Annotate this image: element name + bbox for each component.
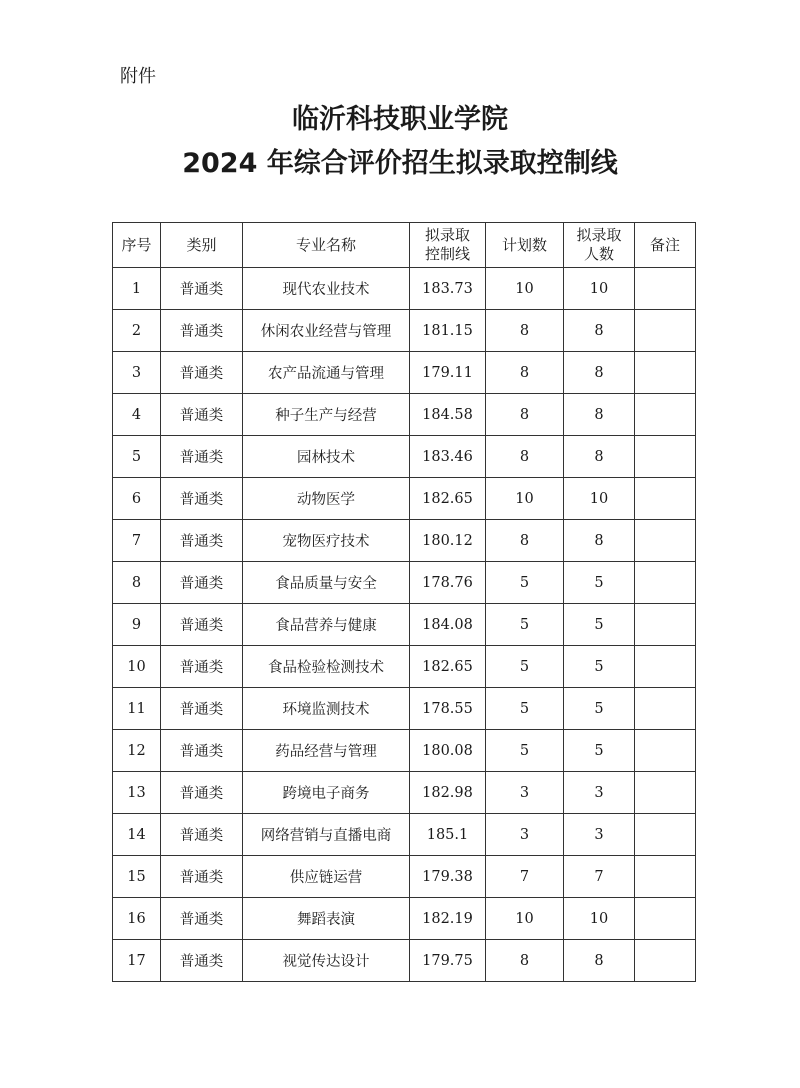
cell-remark <box>635 520 696 562</box>
cell-category: 普通类 <box>161 394 243 436</box>
cell-remark <box>635 772 696 814</box>
cell-plan: 8 <box>486 352 564 394</box>
cell-remark <box>635 940 696 982</box>
cell-plan: 7 <box>486 856 564 898</box>
cell-admitted: 5 <box>564 562 635 604</box>
table-row <box>113 604 696 646</box>
cell-seq: 8 <box>113 562 161 604</box>
cell-admitted: 3 <box>564 814 635 856</box>
cell-admitted: 5 <box>564 730 635 772</box>
table-row <box>113 940 696 982</box>
cell-plan: 3 <box>486 814 564 856</box>
cell-remark <box>635 898 696 940</box>
cell-remark <box>635 310 696 352</box>
cell-admitted: 5 <box>564 646 635 688</box>
cell-remark <box>635 688 696 730</box>
cell-seq: 11 <box>113 688 161 730</box>
cell-remark <box>635 814 696 856</box>
header-remark: 备注 <box>635 223 696 268</box>
cell-score: 178.55 <box>410 688 486 730</box>
cell-score: 182.98 <box>410 772 486 814</box>
cell-score: 180.12 <box>410 520 486 562</box>
cell-major: 食品营养与健康 <box>243 604 410 646</box>
cell-major: 农产品流通与管理 <box>243 352 410 394</box>
cell-category: 普通类 <box>161 310 243 352</box>
cell-remark <box>635 562 696 604</box>
cell-major: 种子生产与经营 <box>243 394 410 436</box>
cell-score: 179.11 <box>410 352 486 394</box>
cell-plan: 10 <box>486 898 564 940</box>
cell-score: 182.19 <box>410 898 486 940</box>
table-row <box>113 352 696 394</box>
header-major: 专业名称 <box>243 223 410 268</box>
cell-seq: 14 <box>113 814 161 856</box>
cell-admitted: 10 <box>564 898 635 940</box>
cell-admitted: 3 <box>564 772 635 814</box>
cell-seq: 13 <box>113 772 161 814</box>
table-row <box>113 772 696 814</box>
cell-score: 184.58 <box>410 394 486 436</box>
cell-category: 普通类 <box>161 268 243 310</box>
cell-major: 现代农业技术 <box>243 268 410 310</box>
document-subtitle: 2024 年综合评价招生拟录取控制线 <box>182 148 618 179</box>
cell-major: 跨境电子商务 <box>243 772 410 814</box>
cell-plan: 8 <box>486 436 564 478</box>
cell-remark <box>635 730 696 772</box>
cell-admitted: 8 <box>564 940 635 982</box>
cell-category: 普通类 <box>161 436 243 478</box>
table-row <box>113 856 696 898</box>
cell-admitted: 8 <box>564 394 635 436</box>
cell-score: 184.08 <box>410 604 486 646</box>
cell-plan: 10 <box>486 268 564 310</box>
cell-category: 普通类 <box>161 814 243 856</box>
header-control-line-line1: 拟录取 <box>424 226 470 244</box>
cell-major: 动物医学 <box>243 478 410 520</box>
cell-remark <box>635 394 696 436</box>
table-row <box>113 520 696 562</box>
cell-score: 179.75 <box>410 940 486 982</box>
cell-seq: 9 <box>113 604 161 646</box>
cell-plan: 5 <box>486 730 564 772</box>
table-row <box>113 814 696 856</box>
cell-score: 183.73 <box>410 268 486 310</box>
cell-category: 普通类 <box>161 688 243 730</box>
cell-score: 182.65 <box>410 478 486 520</box>
cell-category: 普通类 <box>161 604 243 646</box>
cell-major: 园林技术 <box>243 436 410 478</box>
cell-admitted: 8 <box>564 352 635 394</box>
cell-seq: 2 <box>113 310 161 352</box>
cell-major: 视觉传达设计 <box>243 940 410 982</box>
header-admitted-line1: 拟录取 <box>576 226 622 244</box>
cell-admitted: 10 <box>564 268 635 310</box>
cell-category: 普通类 <box>161 730 243 772</box>
cell-admitted: 8 <box>564 436 635 478</box>
cell-category: 普通类 <box>161 772 243 814</box>
cell-score: 179.38 <box>410 856 486 898</box>
cell-remark <box>635 436 696 478</box>
cell-seq: 15 <box>113 856 161 898</box>
header-control-line-line2: 控制线 <box>424 245 470 263</box>
document-title: 临沂科技职业学院 <box>292 104 508 135</box>
cell-remark <box>635 268 696 310</box>
header-control-line <box>410 223 486 268</box>
cell-remark <box>635 646 696 688</box>
cell-admitted: 8 <box>564 310 635 352</box>
cell-category: 普通类 <box>161 478 243 520</box>
cell-plan: 5 <box>486 688 564 730</box>
cell-plan: 8 <box>486 520 564 562</box>
header-plan: 计划数 <box>486 223 564 268</box>
table-row <box>113 436 696 478</box>
cell-category: 普通类 <box>161 856 243 898</box>
cell-admitted: 8 <box>564 520 635 562</box>
cell-seq: 7 <box>113 520 161 562</box>
table-header-row <box>113 223 696 268</box>
cell-major: 食品质量与安全 <box>243 562 410 604</box>
cell-major: 宠物医疗技术 <box>243 520 410 562</box>
cell-seq: 4 <box>113 394 161 436</box>
cell-score: 181.15 <box>410 310 486 352</box>
cell-major: 食品检验检测技术 <box>243 646 410 688</box>
cell-seq: 5 <box>113 436 161 478</box>
table-row <box>113 310 696 352</box>
header-admitted <box>564 223 635 268</box>
cell-plan: 8 <box>486 940 564 982</box>
table-row <box>113 646 696 688</box>
cell-score: 180.08 <box>410 730 486 772</box>
cell-major: 网络营销与直播电商 <box>243 814 410 856</box>
cell-category: 普通类 <box>161 520 243 562</box>
cell-remark <box>635 856 696 898</box>
cell-admitted: 5 <box>564 604 635 646</box>
cell-plan: 3 <box>486 772 564 814</box>
admission-control-line-table <box>112 222 696 982</box>
cell-major: 药品经营与管理 <box>243 730 410 772</box>
cell-score: 182.65 <box>410 646 486 688</box>
table-row <box>113 898 696 940</box>
table-row <box>113 562 696 604</box>
cell-score: 183.46 <box>410 436 486 478</box>
cell-remark <box>635 352 696 394</box>
table-row <box>113 394 696 436</box>
cell-seq: 6 <box>113 478 161 520</box>
cell-seq: 16 <box>113 898 161 940</box>
cell-plan: 5 <box>486 604 564 646</box>
table-row <box>113 478 696 520</box>
table-row <box>113 268 696 310</box>
cell-major: 舞蹈表演 <box>243 898 410 940</box>
cell-seq: 12 <box>113 730 161 772</box>
cell-seq: 3 <box>113 352 161 394</box>
cell-category: 普通类 <box>161 352 243 394</box>
header-admitted-line2: 人数 <box>583 245 614 263</box>
cell-seq: 10 <box>113 646 161 688</box>
header-seq: 序号 <box>113 223 161 268</box>
header-category: 类别 <box>161 223 243 268</box>
table-row <box>113 688 696 730</box>
cell-score: 178.76 <box>410 562 486 604</box>
cell-remark <box>635 604 696 646</box>
table-row <box>113 730 696 772</box>
cell-category: 普通类 <box>161 898 243 940</box>
cell-plan: 10 <box>486 478 564 520</box>
cell-plan: 8 <box>486 394 564 436</box>
cell-seq: 1 <box>113 268 161 310</box>
cell-category: 普通类 <box>161 562 243 604</box>
cell-admitted: 7 <box>564 856 635 898</box>
cell-seq: 17 <box>113 940 161 982</box>
cell-major: 环境监测技术 <box>243 688 410 730</box>
cell-major: 供应链运营 <box>243 856 410 898</box>
cell-score: 185.1 <box>410 814 486 856</box>
cell-plan: 5 <box>486 646 564 688</box>
cell-category: 普通类 <box>161 646 243 688</box>
cell-admitted: 10 <box>564 478 635 520</box>
attachment-label: 附件 <box>120 66 156 87</box>
cell-admitted: 5 <box>564 688 635 730</box>
cell-category: 普通类 <box>161 940 243 982</box>
cell-plan: 5 <box>486 562 564 604</box>
cell-plan: 8 <box>486 310 564 352</box>
cell-major: 休闲农业经营与管理 <box>243 310 410 352</box>
cell-remark <box>635 478 696 520</box>
